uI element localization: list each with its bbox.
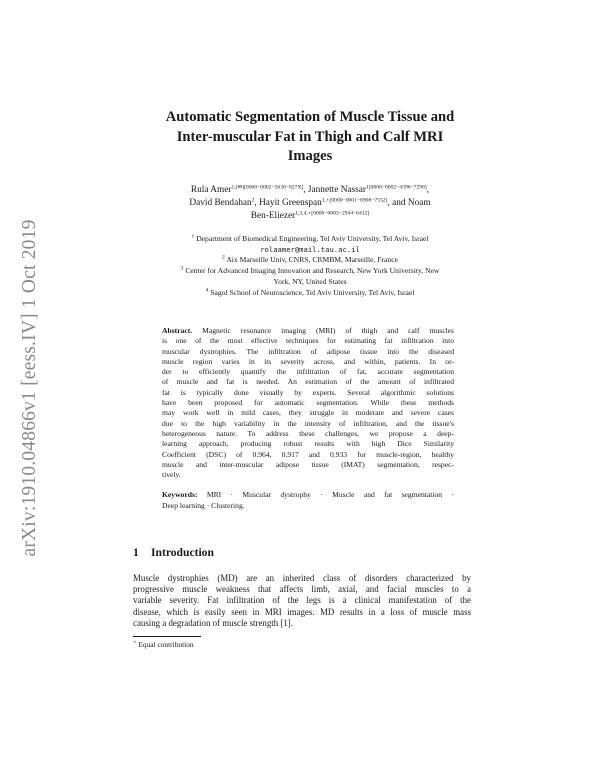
section-heading-introduction — [133, 546, 214, 559]
abstract-line: Coefficient (DSC) of 0.964, 0.917 and 0.933 for muscle-region, healthy — [162, 449, 454, 459]
abstract-line: due to the high variability in the intensity of infiltration, and the tissue's — [162, 418, 454, 428]
body-line: progressive muscle weakness that affects limb, axial, and facial muscles to a — [133, 584, 471, 595]
author-separator: , and Noam — [387, 198, 431, 208]
author-orcid: 1,⋆[0000−0001−6908−7552] — [321, 197, 388, 204]
keywords-line: Deep learning · Clustering. — [162, 500, 245, 510]
author-line-2: David Bendahan$^2$, Hayit Greenspan$^{1,⋆[0000-0001-6908-7552]}$, and Noam — [189, 197, 431, 208]
abstract-line: is one of the most effective techniques for estimating fat infiltration into — [162, 336, 454, 346]
footnote — [133, 640, 194, 649]
author-name: Hayit Greenspan — [259, 198, 322, 208]
title-line: Automatic Segmentation of Muscle Tissue and — [165, 109, 455, 125]
author-list — [118, 184, 502, 223]
abstract-line: muscle region varies in its severity across, and within, patients. In or- — [162, 356, 454, 366]
abstract-line: heterogeneous nature. To address these challenges, we propose a deep- — [162, 428, 454, 438]
section-number: 1 — [133, 546, 139, 559]
arxiv-identifier-text: arXiv:1910.04866v1 [eess.IV] 1 Oct 2019 — [19, 219, 40, 557]
section-title: Introduction — [151, 546, 214, 559]
abstract-line: may work well in mild cases, they struggle in moderate and severe cases — [162, 408, 454, 418]
affiliation-2: $^2$ Aix Marseille Univ, CNRS, CRMBM, Marseille, France — [222, 254, 398, 265]
abstract — [162, 326, 454, 511]
body-line: Muscle dystrophies (MD) are an inherited class of disorders characterized by — [133, 573, 471, 583]
title-line: Images — [287, 148, 333, 164]
abstract-label: Abstract. — [162, 326, 193, 335]
affiliations — [118, 234, 502, 298]
affiliation-3: $^3$ Center for Advanced Imaging Innovation and Research, New York University, New — [180, 265, 440, 276]
abstract-line: have been proposed for automatic segmentation. While these methods — [162, 398, 454, 408]
author-orcid: 1,3,4,⋆[0000−0003−2944−6412] — [295, 210, 370, 217]
abstract-line: muscular dystrophies. The infiltration of adipose tissue into the diseased — [162, 346, 454, 356]
author-orcid: 1,(✉)[0000−0002−5630−827X] — [231, 184, 304, 191]
abstract-line: learning approach, producing robust results with high Dice Similarity — [162, 439, 454, 449]
title-line: Inter-muscular Fat in Thigh and Calf MRI — [176, 128, 444, 145]
arxiv-identifier-stamp — [10, 0, 50, 776]
author-orcid: 1[0000−0002−4396−7298] — [366, 184, 427, 191]
author-name: Ben-Eliezer — [250, 211, 296, 221]
abstract-line: der to efficiently quantify the infiltration of fat, accurate segmentation — [162, 367, 454, 377]
author-email[interactable]: rolaamer@mail.tau.ac.il — [260, 244, 360, 254]
abstract-line: muscle and inter-muscular adipose tissue (IMAT) segmentation, respec- — [162, 459, 454, 469]
affiliation-1: $^1$ Department of Biomedical Engineering, Tel Aviv University, Tel Aviv, Israel — [191, 233, 429, 243]
affiliation-3-cont: York, NY, United States — [273, 276, 347, 286]
body-line: causing a degradation of muscle strength [1]. — [133, 617, 293, 628]
footnote-marker: ⋆ — [133, 639, 137, 646]
affiliation-4: $^4$ Sagol School of Neuroscience, Tel Aviv University, Tel Aviv, Israel — [205, 287, 415, 297]
abstract-line: fat is typically done visually by experts. Several algorithmic solutions — [162, 387, 454, 397]
introduction-paragraph — [133, 573, 471, 629]
footnote-text: Equal contribution — [138, 640, 194, 649]
body-line: variable severity. Fat infiltration of the legs is a clinical manifestation of the — [133, 595, 471, 606]
author-name: Rula Amer — [190, 185, 232, 195]
author-line-1: Rula Amer$^{1,(✉)[0000-0002-5630-827X]}$, Jannette Nassar$^{1[0000-0002-4396-7298]}$, — [190, 184, 430, 195]
author-affil-mark: 2 — [251, 197, 255, 204]
author-name: David Bendahan — [189, 198, 252, 208]
keywords — [162, 490, 454, 511]
footnote-rule — [133, 636, 201, 637]
abstract-line: Abstract. Magnetic resonance imaging (MRI) of thigh and calf muscles — [162, 326, 454, 335]
paper-title — [120, 108, 500, 167]
body-line: disease, which is easily seen in MRI images. MD results in a loss of muscle mass — [133, 606, 471, 617]
abstract-line: tively. — [162, 470, 181, 480]
keywords-label: Keywords: — [162, 490, 198, 500]
author-line-3 — [118, 210, 502, 223]
abstract-line: of muscle and fat is needed. An estimation of the amount of infiltrated — [162, 377, 454, 387]
keywords-line: Keywords: MRI · Muscular dystrophy · Muscle and fat segmentation · — [162, 490, 454, 500]
author-name: Jannette Nassar — [307, 185, 366, 195]
